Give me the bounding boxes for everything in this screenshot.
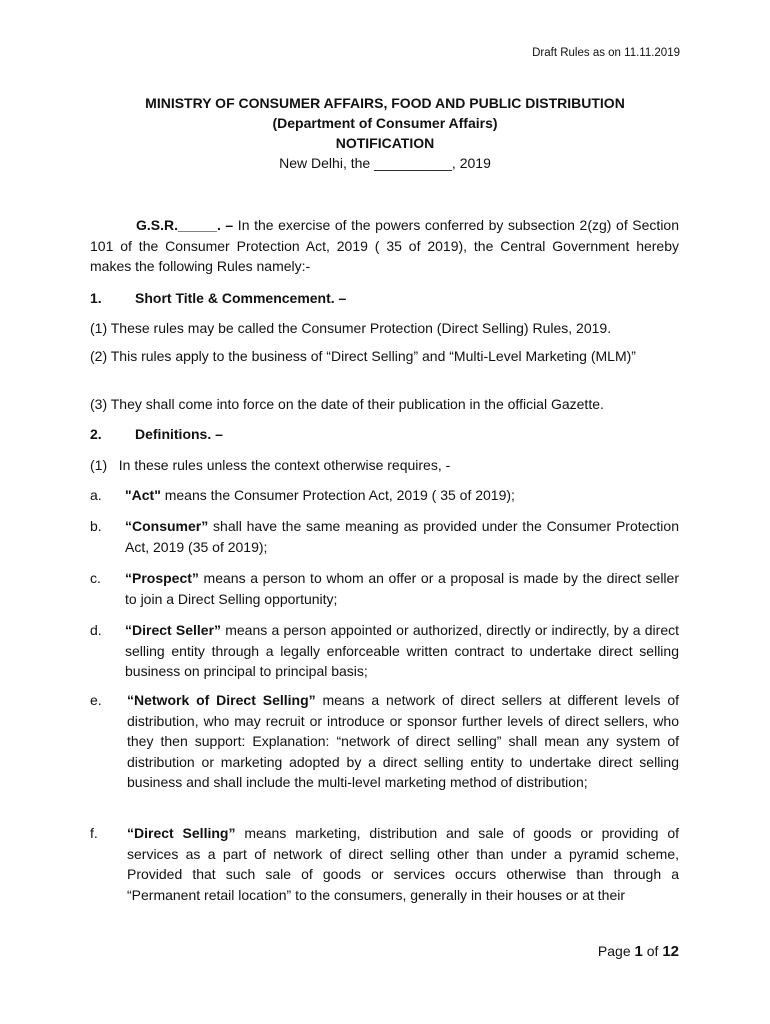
definition-term: “Direct Seller” [125,622,222,638]
document-heading [90,93,680,173]
gsr-number: G.S.R._____. – [136,217,234,233]
of-word: of [646,943,659,959]
definition-term: “Network of Direct Selling” [127,692,316,708]
place-date: New Delhi, the __________, 2019 [279,155,491,171]
definition-a [90,485,679,506]
definition-term: “Consumer” [125,518,209,534]
total-pages: 12 [662,943,679,960]
definition-label: c. [90,570,101,586]
section-1-heading [90,288,346,308]
section-1-number: 1. [90,290,102,306]
definition-d [90,620,679,682]
notification-title: NOTIFICATION [335,135,435,151]
department-title: (Department of Consumer Affairs) [272,115,498,131]
definition-term: "Act" [125,487,161,503]
definition-text: shall have the same meaning as provided under the Consumer Protection Act, 2019 (35 of 2019); [125,518,679,555]
clause-1-3: (3) They shall come into force on the date of their publication in the official Gazette. [90,396,604,412]
definition-term: “Prospect” [125,570,199,586]
section-2-title: Definitions. – [135,426,223,442]
preamble [90,215,679,277]
definition-text: means a person appointed or authorized, directly or indirectly, by a direct selling entity through a legally enforceable written contract to undertake direct selling business on principal to principal basis; [125,622,679,679]
clause-1-1: (1) These rules may be called the Consumer Protection (Direct Selling) Rules, 2019. [90,320,612,336]
definition-label: d. [90,622,102,638]
draft-note: Draft Rules as on 11.11.2019 [532,47,680,59]
current-page: 1 [634,943,643,960]
ministry-title: MINISTRY OF CONSUMER AFFAIRS, FOOD AND PUBLIC DISTRIBUTION [145,95,625,111]
definitions-intro: (1) In these rules unless the context otherwise requires, - [90,457,451,473]
section-2-heading [90,424,223,444]
definition-label: b. [90,518,102,534]
definition-text: means the Consumer Protection Act, 2019 ( 35 of 2019); [160,487,515,503]
definition-e [90,690,679,793]
section-1-title: Short Title & Commencement. – [135,290,347,306]
definition-text: means a network of direct sellers at different levels of distribution, who may recruit or introduce or sponsor further levels of direct sellers, who they then support: Explanation: “network of direct selling” shall mean any system of distribution or marketing adopted by a direct selling entity to undertake direct selling business and shall include the multi-level marketing method of distribution; [127,692,679,790]
definition-c [90,568,679,609]
definition-label: a. [90,487,102,503]
definition-text: means a person to whom an offer or a proposal is made by the direct seller to join a Direct Selling opportunity; [125,570,679,607]
preamble-text: In the exercise of the powers conferred by subsection 2(zg) of Section 101 of the Consumer Protection Act, 2019 ( 35 of 2019), the Central Government hereby makes the following Rules namely:- [90,217,679,274]
definition-label: f. [90,825,98,841]
section-2-number: 2. [90,426,102,442]
definition-b [90,516,679,557]
page-word: Page [597,943,631,959]
definition-term: “Direct Selling” [127,825,236,841]
definition-f [90,823,679,905]
page-number [598,943,679,960]
definition-text: means marketing, distribution and sale of goods or providing of services as a part of network of direct selling other than under a pyramid scheme, Provided that such sale of goods or services occurs otherwise than through a “Permanent retail location” to the consumers, generally in their houses or at their [127,825,680,903]
definition-label: e. [90,692,102,708]
clause-1-2: (2) This rules apply to the business of “Direct Selling” and “Multi-Level Marketing (MLM)” [90,348,636,364]
